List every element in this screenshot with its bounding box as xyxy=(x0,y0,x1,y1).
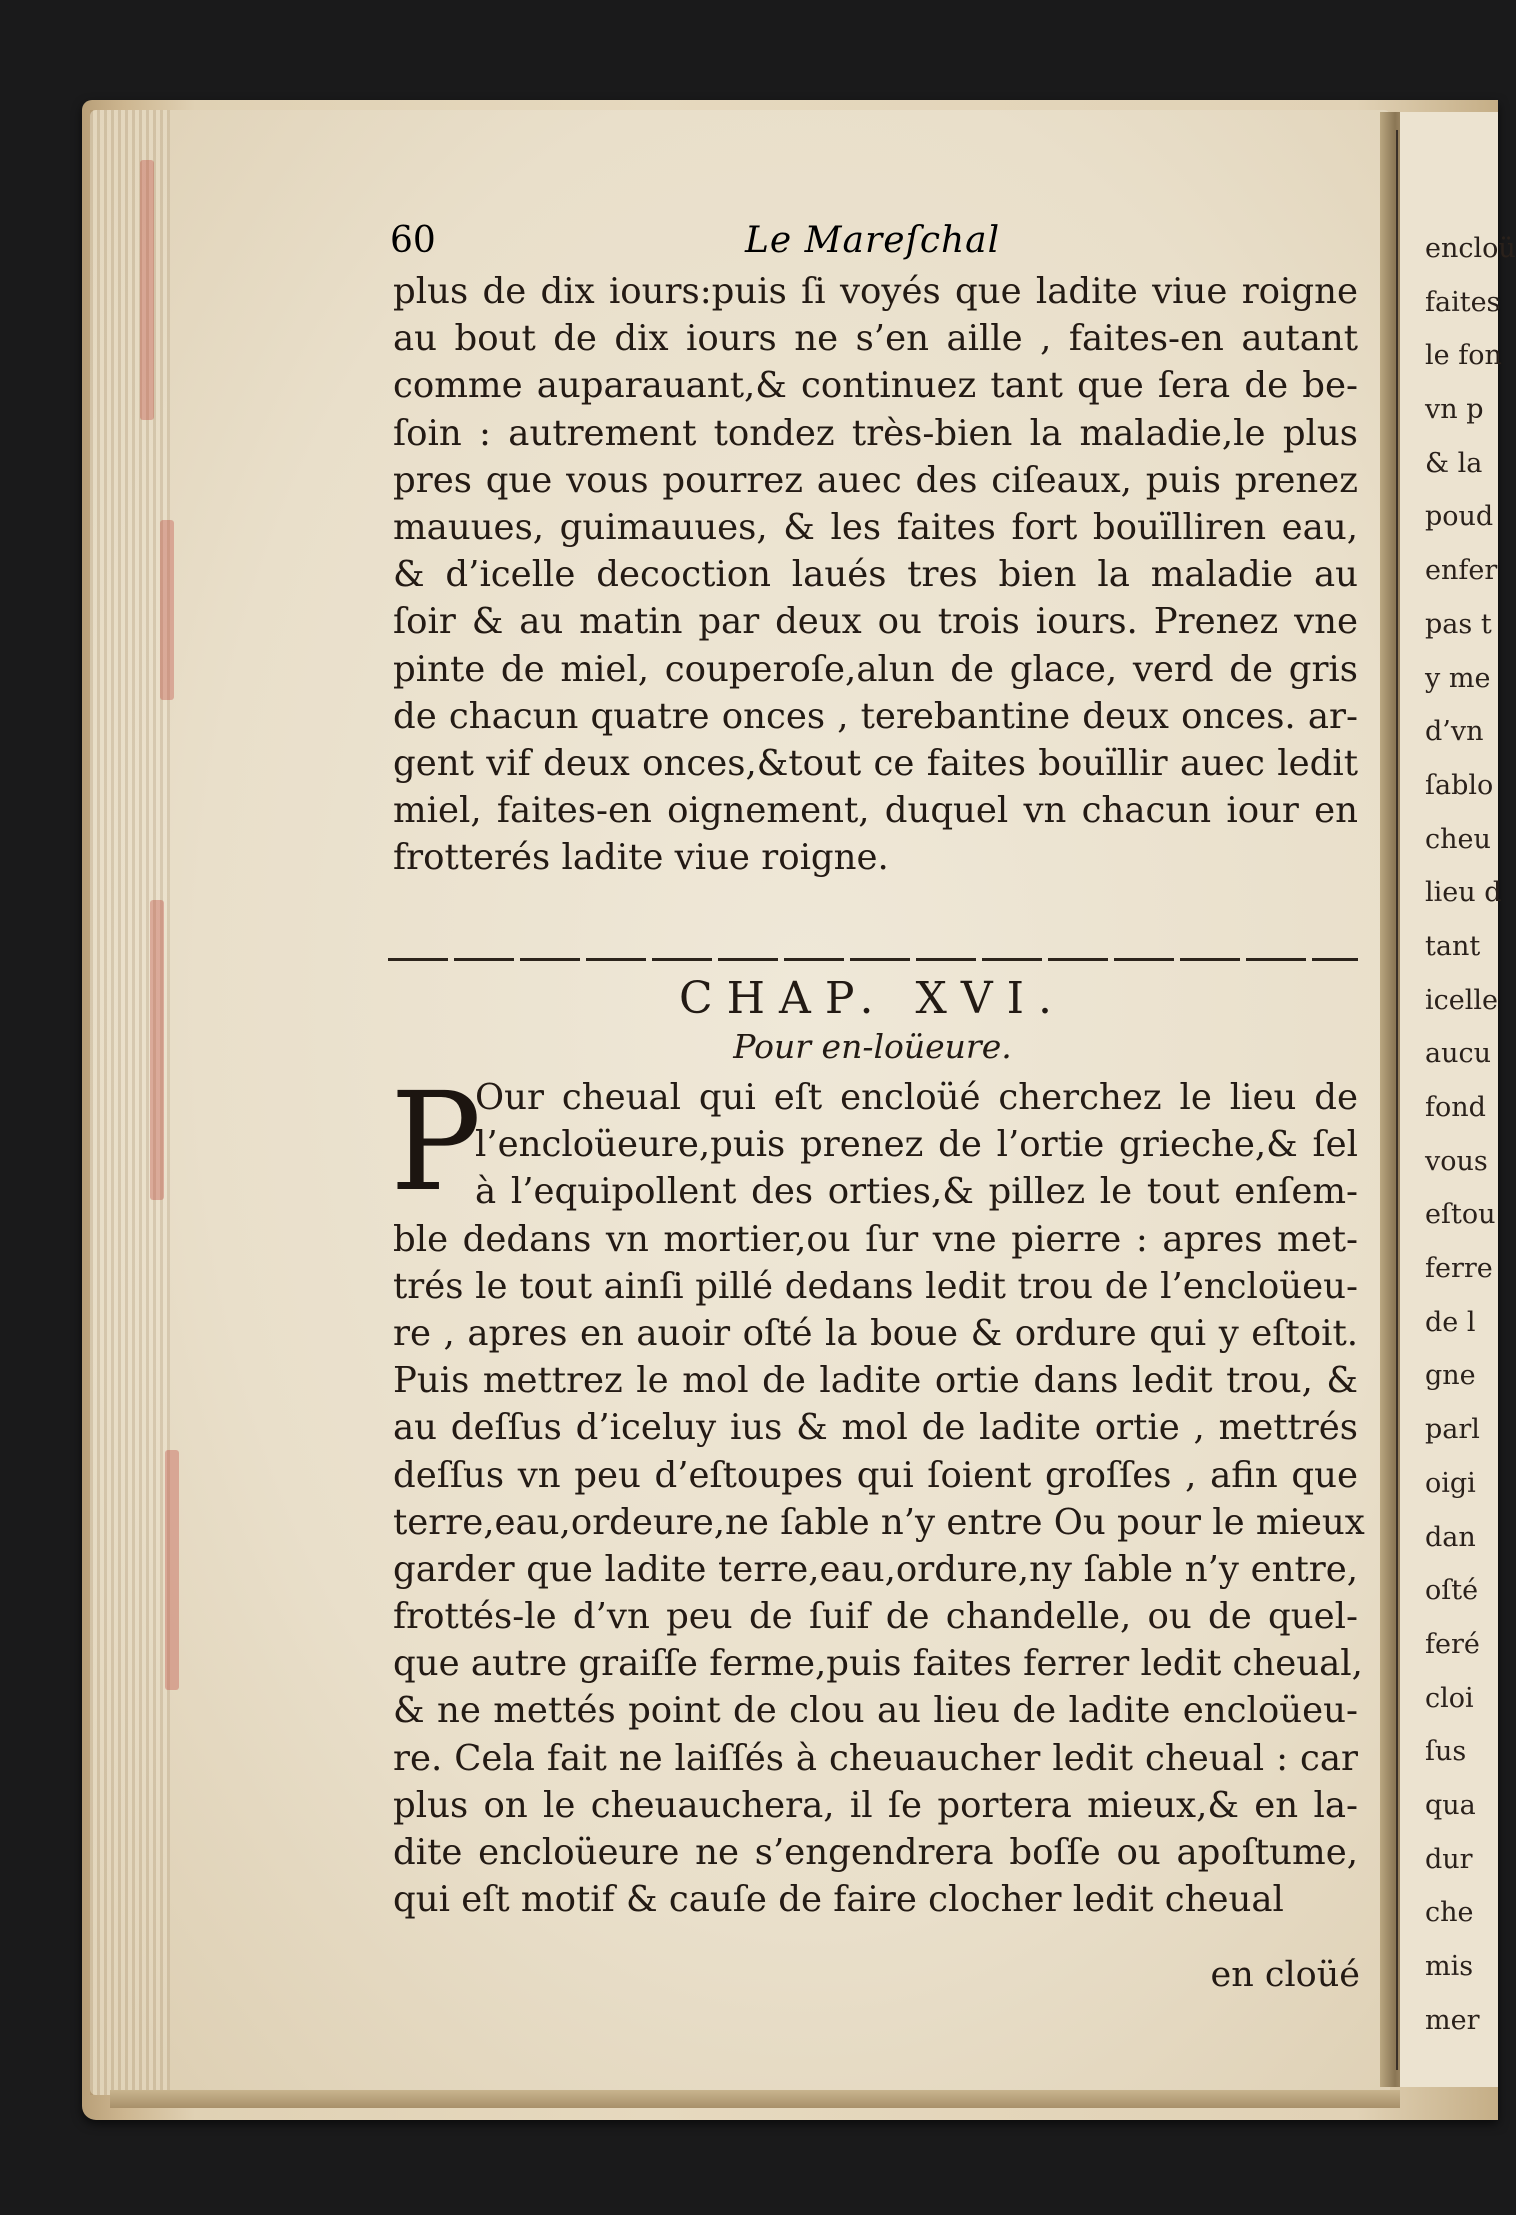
text-line: au deſſus d’iceluy ius & mol de ladite ortie , mettrés xyxy=(393,1407,1358,1449)
text-line: à l’equipollent des orties,& pillez le tout enſem- xyxy=(475,1171,1358,1213)
text-line: que autre graiſſe ferme,puis faites ferrer ledit cheual, xyxy=(393,1643,1363,1685)
facing-page-fragment: dur xyxy=(1425,1843,1473,1875)
text-line: plus on le cheuauchera, il ſe portera mieux,& en la- xyxy=(393,1784,1358,1826)
facing-page-fragment: cheu xyxy=(1425,823,1491,855)
facing-page-fragment: d’vn xyxy=(1425,716,1484,748)
facing-page-fragment: poud xyxy=(1425,501,1494,533)
text-line: plus de dix iours:puis ſi voyés que ladite viue roigne xyxy=(393,271,1358,312)
page-bottom-edge xyxy=(110,2090,1400,2108)
page-header xyxy=(385,220,1360,270)
chapter-subtitle: Pour en-loüeure. xyxy=(733,1027,1012,1066)
body-text xyxy=(393,268,1358,881)
facing-page-fragment: dan xyxy=(1425,1521,1476,1553)
catchword: en cloüé xyxy=(1210,1955,1360,1995)
text-line: ſoir & au matin par deux ou trois iours. Prenez vne xyxy=(393,601,1358,643)
text-line: qui eſt motif & cauſe de faire clocher ledit cheual xyxy=(393,1879,1284,1921)
facing-page-fragment: enfer xyxy=(1425,555,1498,587)
text-line: trés le tout ainſi pillé dedans ledit trou de l’encloüeu- xyxy=(393,1265,1358,1307)
chapter-text xyxy=(393,1074,1365,1923)
facing-page-fragment: ſablo xyxy=(1425,769,1494,801)
text-line: garder que ladite terre,eau,ordure,ny ſable n’y entre, xyxy=(393,1548,1358,1590)
text-line: terre,eau,ordeure,ne ſable n’y entre Ou pour le mieux xyxy=(393,1501,1365,1543)
text-line: l’encloüeure,puis prenez de l’ortie grieche,& ſel xyxy=(475,1124,1358,1166)
text-line: Puis mettrez le mol de ladite ortie dans ledit trou, & xyxy=(393,1360,1358,1402)
text-line: mauues, guimauues, & les faites fort bouïlliren eau, xyxy=(393,506,1358,548)
facing-page-fragment: vous xyxy=(1425,1145,1488,1177)
chapter-heading: CHAP. XVI. xyxy=(679,973,1066,1024)
facing-page-fragment: fond xyxy=(1425,1092,1486,1123)
facing-page-fragment: ſus xyxy=(1425,1736,1467,1768)
facing-page-fragment: ferre xyxy=(1425,1253,1493,1285)
text-line: Our cheual qui eſt encloüé cherchez le lieu de xyxy=(475,1077,1358,1118)
facing-page-fragment: encloü xyxy=(1425,233,1516,264)
facing-page-fragment: oſté xyxy=(1425,1575,1479,1607)
text-line: dite encloüeure ne s’engendrera boſſe ou apoſtume, xyxy=(393,1832,1358,1873)
facing-page-fragment: mer xyxy=(1425,2004,1480,2036)
text-line: frottés-le d’vn peu de ſuif de chandelle, ou de quel- xyxy=(393,1596,1358,1638)
text-line: gent vif deux onces,&tout ce faites bouïllir auec ledit xyxy=(393,742,1358,784)
red-edge-stain xyxy=(150,900,164,1200)
facing-page-fragment: che xyxy=(1425,1897,1474,1929)
drop-cap: P xyxy=(390,1064,482,1222)
text-line: re , apres en auoir oſté la boue & ordure qui y eſtoit. xyxy=(393,1312,1358,1354)
text-line: frotterés ladite viue roigne. xyxy=(393,837,889,879)
facing-page-fragment: feré xyxy=(1425,1628,1480,1660)
text-line: pres que vous pourrez auec des ciſeaux, puis prenez xyxy=(393,459,1358,501)
facing-page-fragment: icelle xyxy=(1425,984,1498,1016)
facing-page-fragment: gne xyxy=(1425,1360,1476,1392)
facing-page-fragment: le fon xyxy=(1425,340,1502,372)
facing-page-rule xyxy=(1396,130,1398,2070)
facing-page-fragment: tant xyxy=(1425,930,1481,962)
red-edge-stain xyxy=(160,520,174,700)
folio-number: 60 xyxy=(390,220,436,261)
facing-page-fragment: oigi xyxy=(1425,1467,1476,1499)
text-line: & ne mettés point de clou au lieu de ladite encloüeu- xyxy=(393,1690,1358,1732)
facing-page-fragment: vn p xyxy=(1425,394,1484,426)
text-line: & d’icelle decoction laués tres bien la maladie au xyxy=(393,554,1358,596)
facing-page-fragment: aucu xyxy=(1425,1038,1491,1070)
facing-page-fragment: parl xyxy=(1425,1414,1480,1446)
text-line: comme auparauant,& continuez tant que ſera de be- xyxy=(393,365,1358,407)
text-line: de chacun quatre onces , terebantine deux onces. ar- xyxy=(393,695,1358,737)
text-line: deſſus vn peu d’eſtoupes qui ſoient groſſes , afin que xyxy=(393,1454,1358,1496)
text-line: miel, faites-en oignement, duquel vn chacun iour en xyxy=(393,790,1358,832)
facing-page-fragment: cloi xyxy=(1425,1682,1474,1714)
text-line: pinte de miel, couperoſe,alun de glace, verd de gris xyxy=(393,648,1358,690)
facing-page-fragment: lieu d xyxy=(1425,877,1502,909)
facing-page-fragment: mis xyxy=(1425,1951,1474,1982)
facing-page-fragment: faites xyxy=(1425,286,1501,318)
section-rule xyxy=(388,958,1358,961)
facing-page-fragment: & la xyxy=(1425,447,1483,479)
facing-page-fragment: pas t xyxy=(1425,608,1492,640)
text-line: ſoin : autrement tondez très-bien la maladie,le plus xyxy=(393,412,1358,454)
facing-page-text xyxy=(1425,222,1516,2047)
running-title: Le Mareſchal xyxy=(745,220,1001,261)
facing-page-fragment: qua xyxy=(1425,1789,1476,1821)
text-line: re. Cela fait ne laiſſés à cheuaucher ledit cheual : car xyxy=(393,1737,1358,1779)
red-edge-stain xyxy=(165,1450,179,1690)
text-line: ble dedans vn mortier,ou ſur vne pierre : apres met- xyxy=(393,1218,1358,1260)
facing-page-fragment: de l xyxy=(1425,1306,1476,1338)
text-line: au bout de dix iours ne s’en aille , faites-en autant xyxy=(393,318,1358,360)
facing-page-fragment: y me xyxy=(1425,662,1491,694)
red-edge-stain xyxy=(140,160,154,420)
facing-page-fragment: eſtou xyxy=(1425,1199,1496,1231)
